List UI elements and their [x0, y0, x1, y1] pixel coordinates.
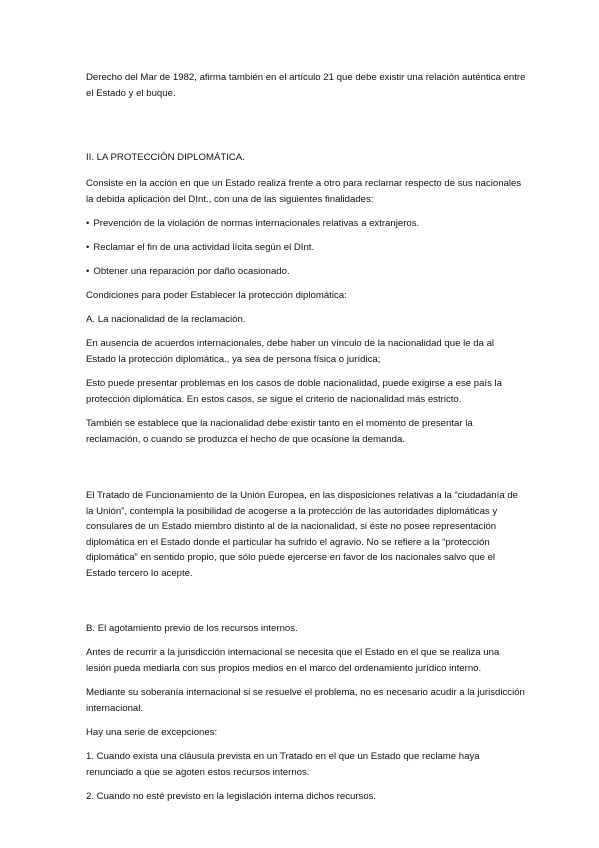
subheading-a: A. La nacionalidad de la reclamación.: [86, 314, 246, 325]
paragraph-nationality-link: En ausencia de acuerdos internacionales, debe haber un vínculo de la nacionalidad que le da al Estado la protección diplomática., ya sea de persona física o jurídica;: [86, 338, 495, 365]
paragraph-nationality-timing: También se establece que la nacionalidad debe existir tanto en el momento de presentar la reclamación, o cuando se produzca el hecho de que ocasione la demanda.: [86, 418, 473, 445]
exception-item: 1. Cuando exista una cláusula prevista en un Tratado en el que un Estado que reclame haya renunciado a que se agoten estos recursos internos.: [86, 751, 480, 778]
paragraph-conditions: Condiciones para poder Establecer la protección diplomática:: [86, 290, 347, 301]
paragraph-definition: Consiste en la acción en que un Estado realiza frente a otro para reclamar respecto de sus nacionales la debida aplicación del DInt., con una de las siguientes finalidades:: [86, 178, 522, 205]
eu-treaty-block: [86, 488, 526, 581]
subheading-b: B. El agotamiento previo de los recursos internos.: [86, 623, 298, 634]
document-body: [86, 70, 526, 805]
paragraph-domestic-remedies: Antes de recurrir a la jurisdicción internacional se necesita que el Estado en el que se realiza una lesión pueda mediarla con sus propios medios en el marco del ordenamiento jurídico interno.: [86, 647, 500, 674]
paragraph-sovereignty: Mediante su soberanía internacional si se resuelve el problema, no es necesario acudir a la jurisdicción internacional.: [86, 687, 525, 714]
paragraph-double-nationality: Esto puede presentar problemas en los casos de doble nacionalidad, puede exigirse a ese país la protección diplomática. En estos casos, se sigue el criterio de nacionalidad más estricto.: [86, 378, 503, 405]
bullet-item: • Prevención de la violación de normas internacionales relativas a extranjeros.: [86, 216, 526, 232]
exception-item: 2. Cuando no esté previsto en la legislación interna dichos recursos.: [86, 791, 377, 802]
bullet-item: • Reclamar el fin de una actividad lícita según el DInt.: [86, 240, 526, 256]
section-heading: II. LA PROTECCIÓN DIPLOMÁTICA.: [86, 152, 245, 163]
bullet-item: • Obtener una reparación por daño ocasionado.: [86, 264, 526, 280]
paragraph-eu-treaty: El Tratado de Funcionamiento de la Unión Europea, en las disposiciones relativas a la “ciudadanía de la Unión”, contempla la posibilidad de acogerse a la protección de las autoridades diplomáticas y consulares de un Estado miembro distinto al de la nacionalidad, si éste no posee representación diplomática en el Estado donde el particular ha sufrido el agravio. No se refiere a la “protección diplomática” en sentido propio, que sólo puede ejercerse en favor de los nacionales salvo que el Estado tercero lo acepte.: [86, 490, 518, 579]
paragraph-exceptions-intro: Hay una serie de excepciones:: [86, 727, 218, 738]
paragraph-intro: Derecho del Mar de 1982, afirma también en el artículo 21 que debe existir una relación auténtica entre el Estado y el buque.: [86, 72, 526, 99]
